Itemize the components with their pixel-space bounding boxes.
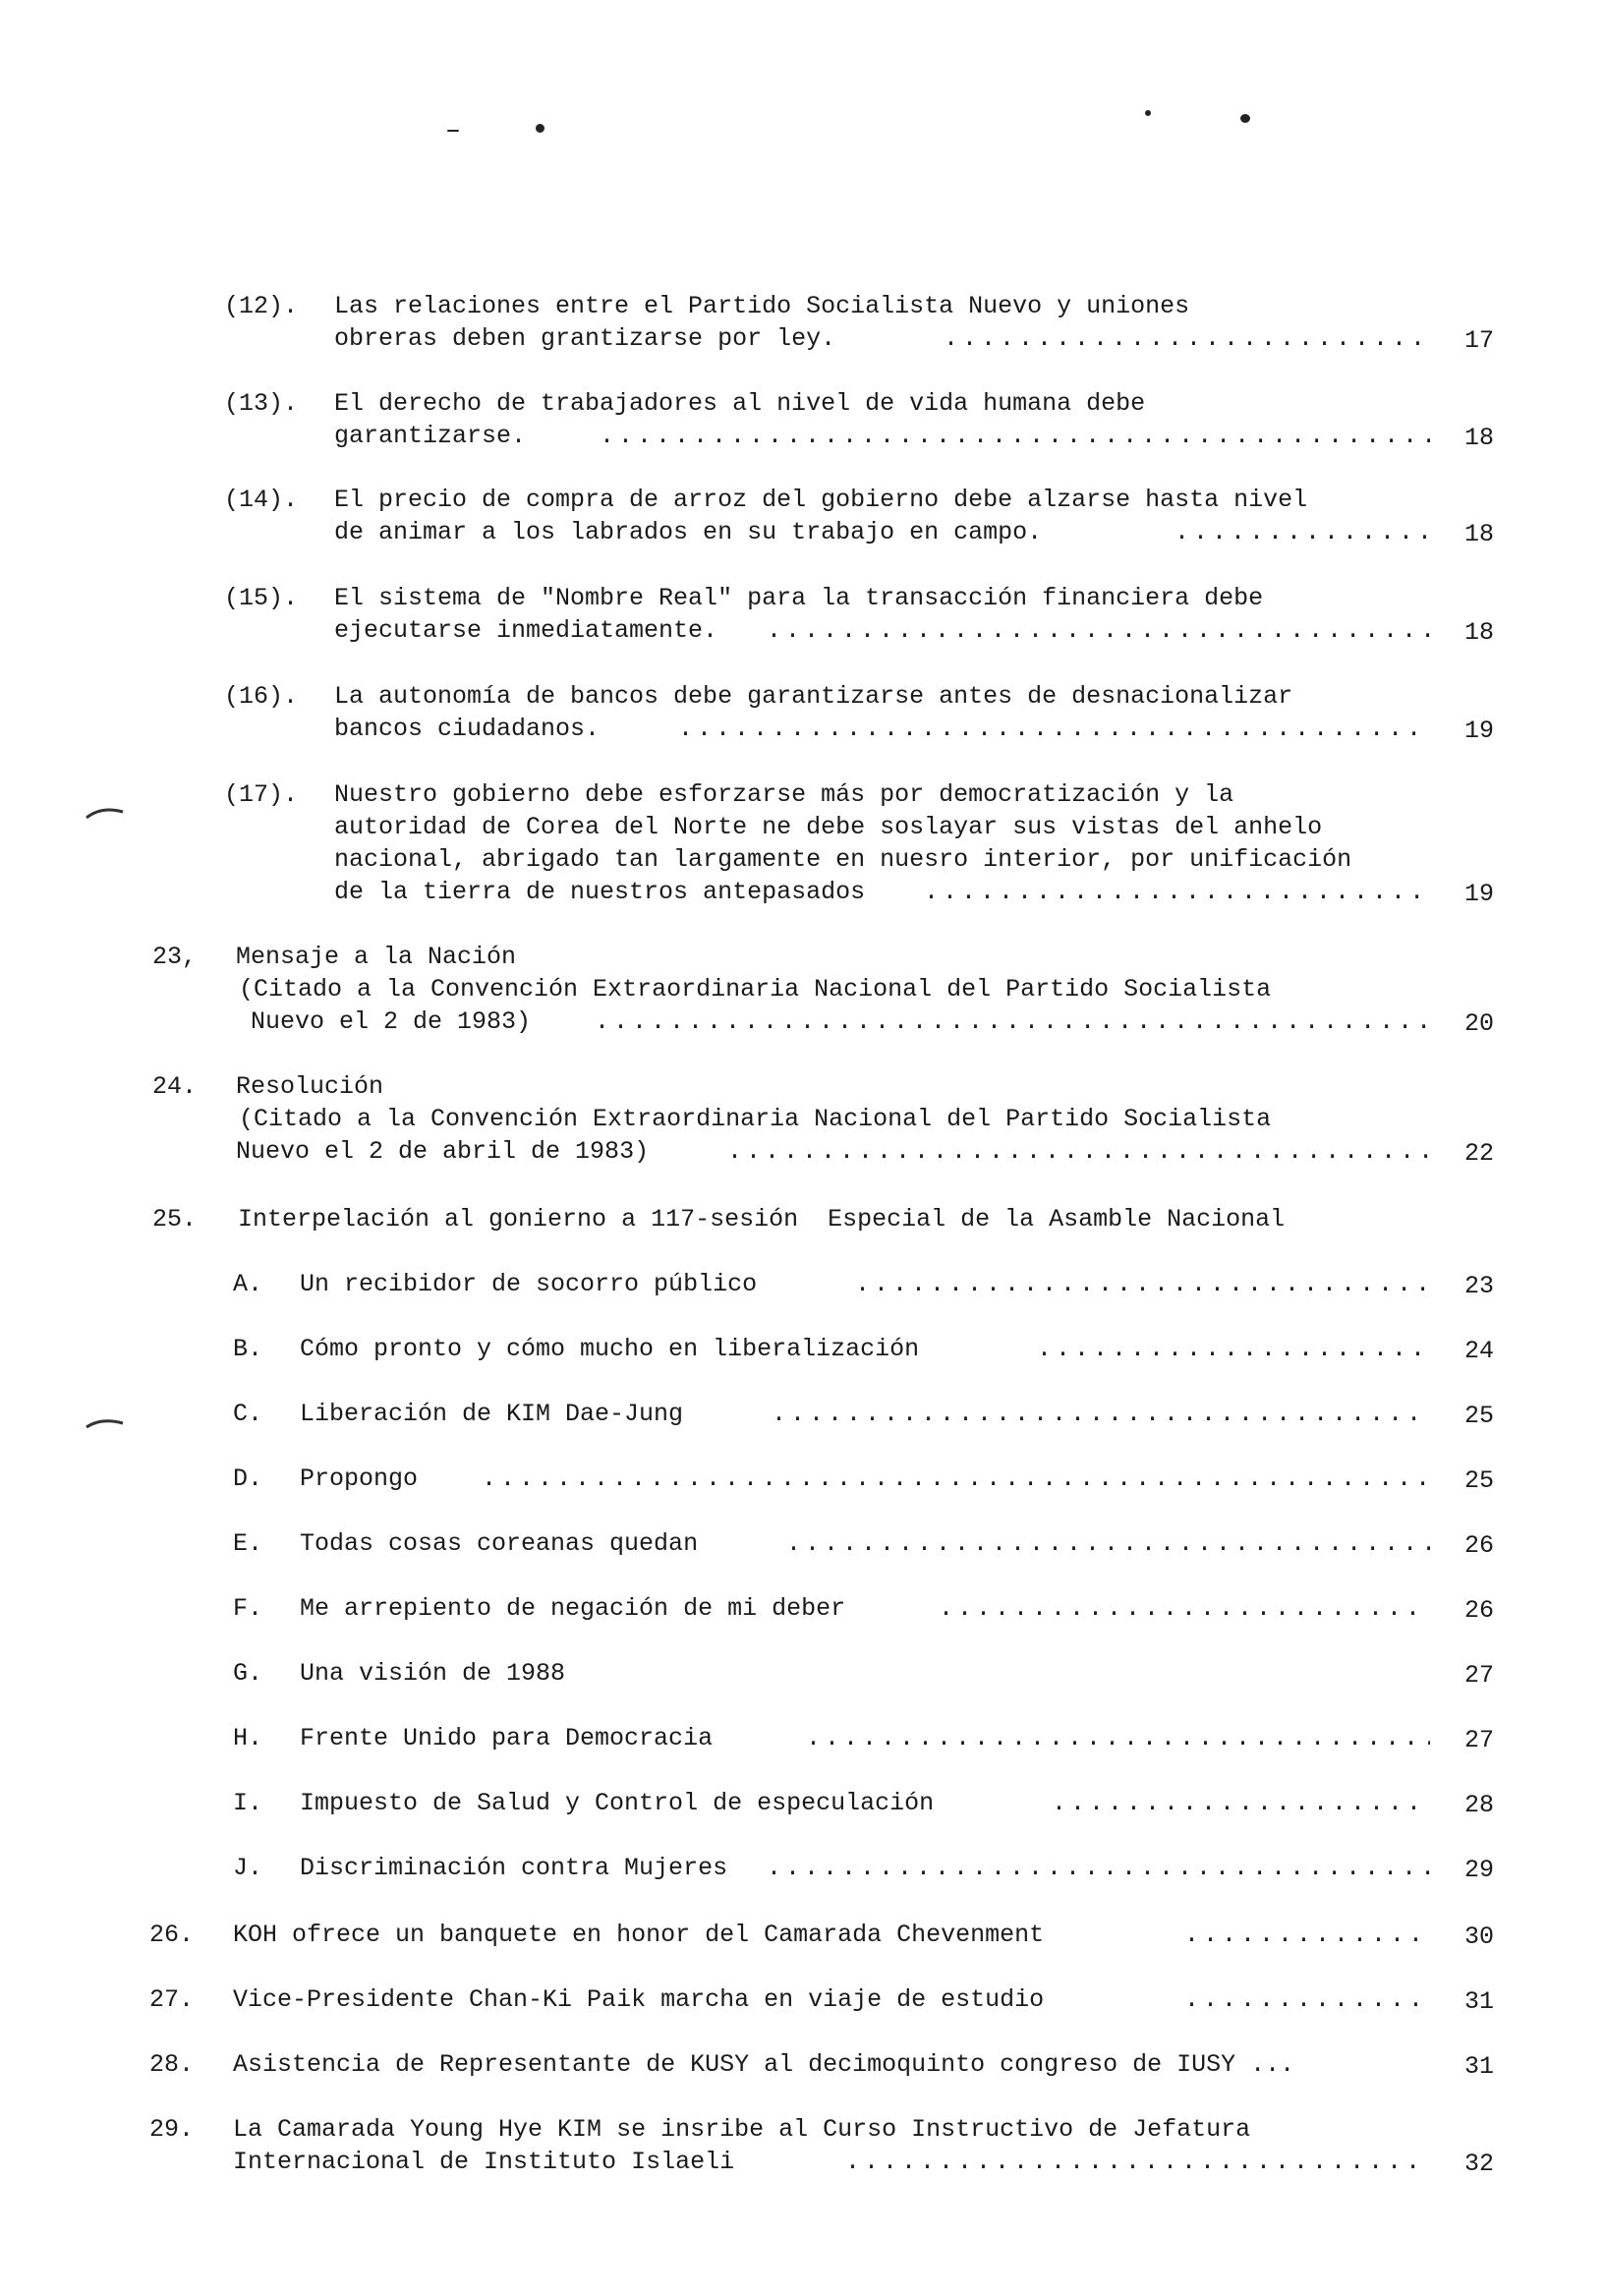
page-number: 20 <box>1463 1009 1494 1038</box>
entry-text: El sistema de "Nombre Real" para la transacción financiera debe <box>334 584 1264 612</box>
entry-title: Interpelación al gonierno a 117-sesión Especial de la Asamble Nacional <box>238 1205 1286 1234</box>
entry-text: garantizarse. <box>334 422 527 450</box>
page-number: 22 <box>1463 1139 1494 1168</box>
dot-leader <box>924 876 1430 908</box>
dot-leader <box>939 1592 1430 1625</box>
subentry-text: Frente Unido para Democracia <box>300 1724 714 1752</box>
entry-text: nacional, abrigado tan largamente en nuesro interior, por unificación <box>334 845 1352 874</box>
scan-mark <box>1145 110 1151 116</box>
entry-number: 26. <box>149 1921 195 1949</box>
subentry-text: Cómo pronto y cómo mucho en liberalización <box>300 1335 920 1363</box>
dot-leader <box>727 1135 1430 1168</box>
margin-mark <box>84 1413 128 1433</box>
entry-text: ejecutarse inmediatamente. <box>334 616 718 645</box>
subentry-letter: G. <box>233 1659 263 1688</box>
subentry-letter: D. <box>233 1464 263 1493</box>
subentry-letter: C. <box>233 1400 263 1428</box>
dot-leader <box>767 1852 1430 1884</box>
subentry-text: Me arrepiento de negación de mi deber <box>300 1594 846 1623</box>
subentry-letter: B. <box>233 1335 263 1363</box>
page-number: 30 <box>1463 1923 1494 1951</box>
entry-number: (12). <box>224 292 299 320</box>
page-number: 25 <box>1463 1466 1494 1495</box>
entry-number: (14). <box>224 486 299 514</box>
page-number: 18 <box>1463 520 1494 548</box>
entry-text: (Citado a la Convención Extraordinaria Nacional del Partido Socialista <box>239 975 1272 1004</box>
page-number: 27 <box>1463 1661 1494 1690</box>
entry-text: La autonomía de bancos debe garantizarse antes de desnacionalizar <box>334 682 1293 711</box>
page-number: 17 <box>1463 326 1494 355</box>
entry-text: Vice-Presidente Chan-Ki Paik marcha en viaje de estudio <box>233 1985 1045 2014</box>
dot-leader <box>786 1527 1430 1560</box>
entry-number: (16). <box>224 682 299 711</box>
page-number: 18 <box>1463 424 1494 452</box>
page-number: 18 <box>1463 618 1494 647</box>
entry-text: Nuevo el 2 de 1983) <box>251 1007 532 1036</box>
entry-number: 27. <box>149 1985 195 2014</box>
entry-title: Resolución <box>236 1072 384 1101</box>
page-number: 32 <box>1463 2150 1494 2178</box>
entry-number: (13). <box>224 389 299 418</box>
page-number: 29 <box>1463 1856 1494 1884</box>
scan-mark <box>1240 114 1250 123</box>
entry-number: 29. <box>149 2115 195 2144</box>
subentry-letter: I. <box>233 1789 263 1817</box>
entry-text: KOH ofrece un banquete en honor del Camarada Chevenment <box>233 1921 1045 1949</box>
page-number: 26 <box>1463 1531 1494 1560</box>
entry-text: obreras deben grantizarse por ley. <box>334 324 836 353</box>
dot-leader <box>806 1722 1430 1754</box>
subentry-letter: A. <box>233 1270 263 1298</box>
entry-number: 28. <box>149 2050 195 2079</box>
subentry-letter: H. <box>233 1724 263 1752</box>
entry-number: 25. <box>152 1205 198 1234</box>
entry-number: (17). <box>224 780 299 809</box>
subentry-text: Todas cosas coreanas quedan <box>300 1529 699 1558</box>
dot-leader <box>772 1398 1430 1430</box>
dot-leader <box>1037 1333 1430 1365</box>
entry-text: La Camarada Young Hye KIM se insribe al Curso Instructivo de Jefatura <box>233 2115 1251 2144</box>
page-number: 27 <box>1463 1726 1494 1754</box>
entry-text: Las relaciones entre el Partido Socialista Nuevo y uniones <box>334 292 1190 320</box>
entry-number: (15). <box>224 584 299 612</box>
dot-leader <box>855 1268 1430 1300</box>
subentry-text: Una visión de 1988 <box>300 1659 566 1688</box>
entry-text: bancos ciudadanos. <box>334 715 601 743</box>
page-number: 19 <box>1463 717 1494 745</box>
dot-leader <box>767 614 1430 647</box>
entry-text: de animar a los labrados en su trabajo en campo. <box>334 518 1043 546</box>
page-number: 26 <box>1463 1596 1494 1625</box>
entry-text: Nuestro gobierno debe esforzarse más por democratización y la <box>334 780 1234 809</box>
entry-text: Nuevo el 2 de abril de 1983) <box>236 1137 650 1166</box>
subentry-letter: E. <box>233 1529 263 1558</box>
page-number: 31 <box>1463 1987 1494 2016</box>
scan-mark <box>536 124 544 133</box>
subentry-text: Impuesto de Salud y Control de especulación <box>300 1789 935 1817</box>
page-number: 23 <box>1463 1272 1494 1300</box>
entry-text: El derecho de trabajadores al nivel de vida humana debe <box>334 389 1146 418</box>
subentry-text: Un recibidor de socorro público <box>300 1270 758 1298</box>
page-number: 24 <box>1463 1337 1494 1365</box>
page-number: 25 <box>1463 1402 1494 1430</box>
entry-text: de la tierra de nuestros antepasados <box>334 878 866 906</box>
subentry-text: Discriminación contra Mujeres <box>300 1854 728 1882</box>
subentry-letter: J. <box>233 1854 263 1882</box>
scan-mark <box>447 130 459 132</box>
entry-title: Mensaje a la Nación <box>236 943 517 971</box>
subentry-letter: F. <box>233 1594 263 1623</box>
dot-leader <box>1184 1919 1430 1951</box>
dot-leader <box>482 1463 1430 1495</box>
entry-number: 23, <box>152 943 198 971</box>
entry-text: El precio de compra de arroz del gobierno debe alzarse hasta nivel <box>334 486 1308 514</box>
page-number: 28 <box>1463 1791 1494 1819</box>
subentry-text: Liberación de KIM Dae-Jung <box>300 1400 684 1428</box>
dot-leader <box>600 420 1430 452</box>
entry-number: 24. <box>152 1072 198 1101</box>
dot-leader <box>1184 1983 1430 2016</box>
entry-text: Internacional de Instituto Islaeli <box>233 2148 735 2176</box>
entry-text: Asistencia de Representante de KUSY al decimoquinto congreso de IUSY ... <box>233 2050 1295 2079</box>
subentry-text: Propongo <box>300 1464 419 1493</box>
page-number: 19 <box>1463 880 1494 908</box>
dot-leader <box>944 322 1430 355</box>
dot-leader <box>678 713 1430 745</box>
dot-leader <box>1174 516 1430 548</box>
entry-text: (Citado a la Convención Extraordinaria Nacional del Partido Socialista <box>239 1105 1272 1133</box>
page-number: 31 <box>1463 2052 1494 2081</box>
dot-leader <box>845 2146 1430 2178</box>
entry-text: autoridad de Corea del Norte ne debe soslayar sus vistas del anhelo <box>334 813 1323 841</box>
dot-leader <box>1052 1787 1430 1819</box>
margin-mark <box>84 804 128 824</box>
dot-leader <box>595 1005 1430 1038</box>
